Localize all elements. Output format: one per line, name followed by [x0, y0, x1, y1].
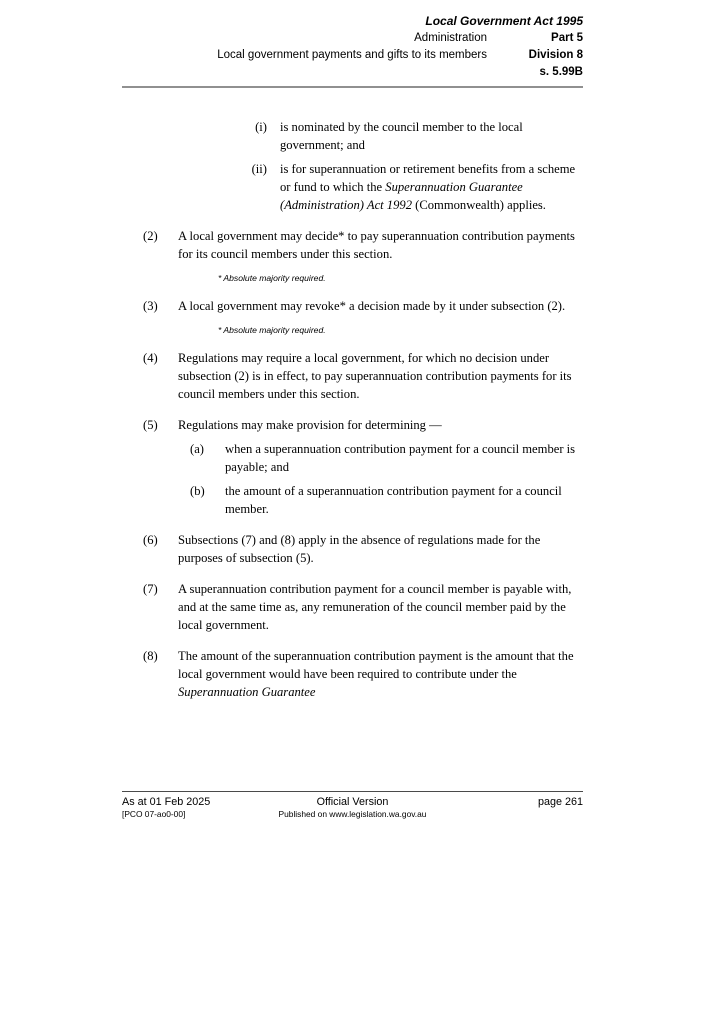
provision-text: is nominated by the council member to the local government; and [280, 120, 523, 152]
provision-text: Subsections (7) and (8) apply in the absence of regulations made for the purposes of subsection (5). [178, 533, 541, 565]
footer-pco-code: [PCO 07-ao0-00] [122, 809, 186, 819]
provision-text: the amount of a superannuation contribution payment for a council member. [225, 484, 562, 516]
header-row-part [122, 30, 583, 47]
provision-text: when a superannuation contribution payment for a council member is payable; and [225, 442, 576, 474]
footer-page-number: page 261 [537, 796, 583, 808]
footer-as-at-date: As at 01 Feb 2025 [122, 796, 211, 808]
provision-6 [143, 531, 583, 567]
provision-text: Regulations may require a local government, for which no decision under subsection (2) is in effect, to pay superannuation contribution payments for its council members under this section. [178, 351, 572, 401]
header-division-description: Local government payments and gifts to its members [217, 49, 487, 61]
cited-act-title: Superannuation Guarantee [178, 685, 316, 699]
provision-4 [143, 349, 583, 403]
header-section-label: s. 5.99B [539, 66, 583, 78]
provision-3 [143, 297, 583, 315]
provision-2 [143, 227, 583, 263]
provision-number: (8) [143, 649, 158, 663]
document-body [122, 118, 583, 701]
header-division-label: Division 8 [528, 49, 583, 61]
provision-8 [143, 647, 583, 701]
header-divider [122, 86, 583, 88]
header-part-label: Part 5 [551, 32, 583, 44]
header-row-division [122, 47, 583, 64]
provision-text: Regulations may make provision for determining — [178, 418, 442, 432]
provision-number: (6) [143, 533, 158, 547]
provision-i [235, 118, 583, 154]
provision-7 [143, 580, 583, 634]
provision-ii [235, 160, 583, 214]
provision-number: (ii) [251, 162, 267, 176]
text-run: is for superannuation or retirement benefits from a scheme or fund to which the [280, 162, 576, 194]
provision-text [178, 647, 583, 701]
provision-text: A local government may revoke* a decision made by it under subsection (2). [178, 299, 566, 313]
footer-published-url: Published on www.legislation.wa.gov.au [278, 809, 427, 819]
provision-number: (7) [143, 582, 158, 596]
provision-number: (b) [190, 484, 205, 498]
text-run: The amount of the superannuation contribution payment is the amount that the local government would have been required to contribute under the [178, 649, 574, 681]
provision-a [190, 440, 583, 476]
cited-act-title: Superannuation Guarantee (Administration) Act 1992 [280, 180, 523, 212]
footer-divider [122, 791, 583, 792]
text-run: (Commonwealth) applies. [412, 198, 546, 212]
page-footer [122, 795, 583, 820]
provision-number: (i) [255, 120, 267, 134]
provision-text: A local government may decide* to pay superannuation contribution payments for its council members under this section. [178, 229, 575, 261]
absolute-majority-note: * Absolute majority required. [218, 273, 326, 283]
provision-text: A superannuation contribution payment for a council member is payable with, and at the same time as, any remuneration of the council member paid by the local government. [178, 582, 572, 632]
provision-number: (2) [143, 229, 158, 243]
footer-version-label: Official Version [316, 796, 389, 808]
absolute-majority-note: * Absolute majority required. [218, 325, 326, 335]
provision-text [280, 160, 583, 214]
footer-primary-row [122, 795, 583, 809]
provision-number: (a) [190, 442, 204, 456]
provision-b [190, 482, 583, 518]
provision-5 [143, 416, 583, 434]
provision-number: (3) [143, 299, 158, 313]
page-header [122, 13, 583, 81]
footer-secondary-row [122, 809, 583, 820]
header-row-section [122, 64, 583, 81]
header-act-title: Local Government Act 1995 [425, 14, 583, 28]
header-subtitle-administration: Administration [414, 32, 487, 44]
provision-number: (4) [143, 351, 158, 365]
provision-number: (5) [143, 418, 158, 432]
